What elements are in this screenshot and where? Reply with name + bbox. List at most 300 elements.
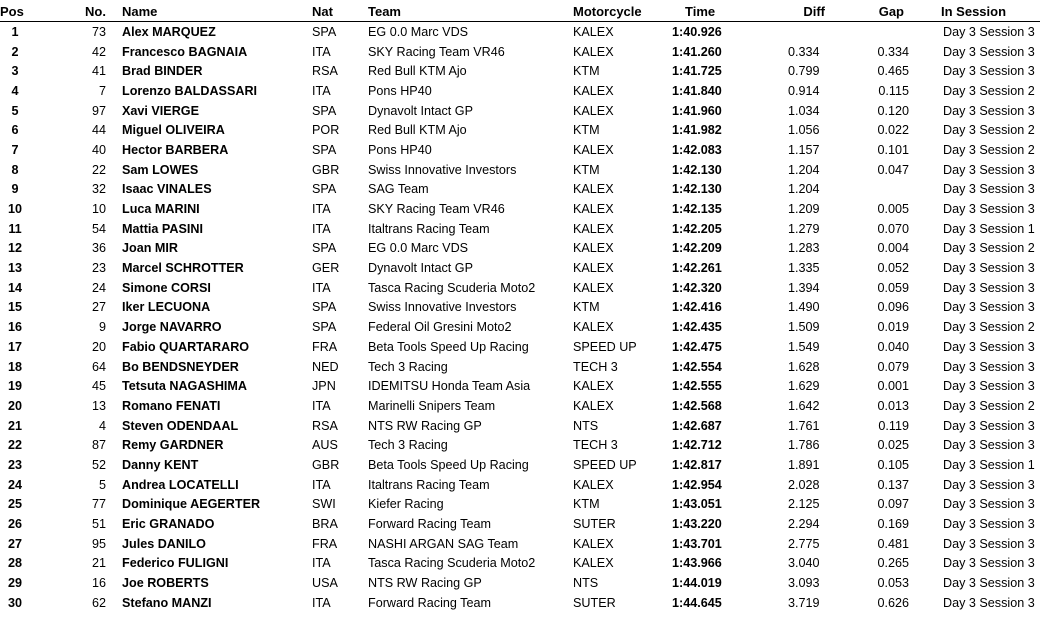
cell-time: 1:43.220 (672, 517, 722, 532)
cell-team: Dynavolt Intact GP (368, 103, 473, 118)
cell-diff: 3.719 (788, 595, 820, 610)
cell-number: 27 (91, 300, 106, 315)
cell-motorcycle: KALEX (573, 24, 614, 39)
cell-name: Jorge NAVARRO (122, 320, 222, 335)
table-row (0, 42, 1040, 62)
cell-team: NTS RW Racing GP (368, 576, 482, 591)
cell-pos: 22 (8, 438, 23, 453)
cell-motorcycle: KTM (573, 123, 600, 138)
table-row (0, 396, 1040, 416)
cell-diff: 1.034 (788, 103, 820, 118)
cell-diff: 1.209 (788, 202, 820, 217)
cell-nat: GBR (312, 457, 340, 472)
cell-session: Day 3 Session 1 (943, 457, 1035, 472)
cell-team: EG 0.0 Marc VDS (368, 241, 469, 256)
cell-nat: ITA (312, 556, 331, 571)
cell-diff: 2.028 (788, 477, 820, 492)
cell-name: Joan MIR (122, 241, 178, 256)
header-time: Time (672, 1, 788, 22)
cell-number: 7 (98, 83, 106, 98)
cell-motorcycle: KALEX (573, 556, 614, 571)
cell-diff: 0.334 (788, 44, 820, 59)
header-diff: Diff (788, 1, 853, 22)
cell-diff: 1.056 (788, 123, 820, 138)
cell-team: Beta Tools Speed Up Racing (368, 339, 529, 354)
results-body (0, 22, 1040, 613)
cell-name: Eric GRANADO (122, 517, 215, 532)
cell-number: 97 (91, 103, 106, 118)
cell-gap: 0.137 (877, 477, 909, 492)
cell-diff: 1.891 (788, 457, 820, 472)
cell-number: 23 (91, 261, 106, 276)
cell-motorcycle: KALEX (573, 44, 614, 59)
cell-nat: SPA (312, 182, 337, 197)
cell-session: Day 3 Session 1 (943, 221, 1035, 236)
cell-diff: 3.093 (788, 576, 820, 591)
cell-pos: 26 (8, 517, 23, 532)
cell-name: Jules DANILO (122, 536, 206, 551)
cell-diff: 1.629 (788, 379, 820, 394)
cell-team: Kiefer Racing (368, 497, 444, 512)
cell-name: Joe ROBERTS (122, 576, 209, 591)
cell-pos: 5 (11, 103, 19, 118)
table-row (0, 219, 1040, 239)
cell-time: 1:42.135 (672, 202, 722, 217)
cell-pos: 6 (11, 123, 19, 138)
header-motorcycle: Motorcycle (573, 1, 672, 22)
cell-number: 45 (91, 379, 106, 394)
cell-name: Miguel OLIVEIRA (122, 123, 225, 138)
cell-name: Iker LECUONA (122, 300, 211, 315)
cell-number: 62 (91, 595, 106, 610)
cell-session: Day 3 Session 3 (943, 517, 1035, 532)
cell-motorcycle: KALEX (573, 379, 614, 394)
cell-session: Day 3 Session 3 (943, 24, 1035, 39)
cell-number: 36 (91, 241, 106, 256)
cell-team: IDEMITSU Honda Team Asia (368, 379, 531, 394)
cell-session: Day 3 Session 3 (943, 64, 1035, 79)
cell-pos: 12 (8, 241, 23, 256)
cell-diff: 0.914 (788, 83, 820, 98)
cell-name: Simone CORSI (122, 280, 211, 295)
cell-number: 20 (91, 339, 106, 354)
cell-team: SKY Racing Team VR46 (368, 44, 505, 59)
cell-team: Pons HP40 (368, 142, 432, 157)
cell-time: 1:42.261 (672, 261, 722, 276)
cell-name: Alex MARQUEZ (122, 24, 216, 39)
cell-gap: 0.105 (877, 457, 909, 472)
cell-diff: 1.549 (788, 339, 820, 354)
cell-number: 44 (91, 123, 106, 138)
cell-name: Sam LOWES (122, 162, 199, 177)
cell-nat: SWI (312, 497, 336, 512)
cell-time: 1:42.083 (672, 142, 722, 157)
cell-number: 42 (91, 44, 106, 59)
cell-nat: NED (312, 359, 339, 374)
cell-diff: 2.125 (788, 497, 820, 512)
cell-team: NASHI ARGAN SAG Team (368, 536, 519, 551)
cell-number: 95 (91, 536, 106, 551)
cell-name: Steven ODENDAAL (122, 418, 239, 433)
cell-pos: 28 (8, 556, 23, 571)
cell-gap: 0.119 (878, 418, 909, 433)
cell-number: 64 (91, 359, 106, 374)
cell-nat: GBR (312, 162, 340, 177)
cell-number: 52 (91, 457, 106, 472)
cell-gap: 0.070 (877, 221, 909, 236)
cell-diff: 1.642 (788, 398, 820, 413)
cell-nat: ITA (312, 44, 331, 59)
table-row (0, 61, 1040, 81)
table-row (0, 357, 1040, 377)
cell-number: 40 (91, 142, 106, 157)
cell-gap: 0.115 (878, 83, 909, 98)
table-row (0, 376, 1040, 396)
cell-nat: AUS (312, 438, 338, 453)
cell-pos: 4 (11, 83, 19, 98)
cell-session: Day 3 Session 3 (943, 576, 1035, 591)
cell-pos: 25 (8, 497, 23, 512)
header-team: Team (368, 1, 573, 22)
cell-nat: ITA (312, 280, 331, 295)
cell-diff (788, 22, 853, 42)
results-table (0, 1, 1040, 613)
header-row (0, 1, 1040, 22)
table-row (0, 22, 1040, 42)
cell-diff: 2.294 (788, 517, 820, 532)
cell-time: 1:43.051 (672, 497, 722, 512)
cell-motorcycle: KALEX (573, 261, 614, 276)
cell-session: Day 3 Session 3 (943, 339, 1035, 354)
cell-nat: SPA (312, 300, 337, 315)
cell-team: Italtrans Racing Team (368, 477, 490, 492)
table-row (0, 81, 1040, 101)
cell-number: 41 (91, 64, 106, 79)
cell-name: Bo BENDSNEYDER (122, 359, 239, 374)
cell-motorcycle: NTS (573, 418, 599, 433)
cell-gap: 0.052 (877, 261, 909, 276)
cell-diff: 3.040 (788, 556, 820, 571)
cell-time: 1:42.712 (672, 438, 722, 453)
cell-session: Day 3 Session 3 (943, 418, 1035, 433)
cell-session: Day 3 Session 2 (943, 241, 1035, 256)
cell-gap: 0.040 (877, 339, 909, 354)
cell-name: Luca MARINI (122, 202, 200, 217)
cell-session: Day 3 Session 3 (943, 536, 1035, 551)
cell-diff: 1.394 (788, 280, 820, 295)
cell-nat: SPA (312, 241, 337, 256)
cell-team: SAG Team (368, 182, 429, 197)
table-row (0, 199, 1040, 219)
cell-number: 4 (98, 418, 106, 433)
cell-team: Federal Oil Gresini Moto2 (368, 320, 512, 335)
cell-motorcycle: KALEX (573, 280, 614, 295)
table-row (0, 593, 1040, 613)
cell-name: Romano FENATI (122, 398, 221, 413)
cell-team: Pons HP40 (368, 83, 432, 98)
table-row (0, 258, 1040, 278)
cell-gap: 0.053 (877, 576, 909, 591)
cell-time: 1:44.645 (672, 595, 722, 610)
cell-name: Xavi VIERGE (122, 103, 199, 118)
cell-pos: 29 (8, 576, 23, 591)
cell-name: Federico FULIGNI (122, 556, 229, 571)
table-row (0, 160, 1040, 180)
cell-number: 9 (98, 320, 106, 335)
table-row (0, 514, 1040, 534)
cell-gap: 0.097 (877, 497, 909, 512)
cell-time: 1:41.982 (672, 123, 722, 138)
cell-pos: 9 (11, 182, 19, 197)
cell-nat: JPN (312, 379, 336, 394)
cell-gap: 0.169 (877, 517, 909, 532)
cell-diff: 1.509 (788, 320, 820, 335)
cell-session: Day 3 Session 3 (943, 44, 1035, 59)
cell-pos: 20 (8, 398, 23, 413)
cell-pos: 15 (8, 300, 23, 315)
cell-nat: SPA (312, 320, 337, 335)
cell-session: Day 3 Session 3 (943, 300, 1035, 315)
header-gap: Gap (853, 1, 939, 22)
cell-nat: POR (312, 123, 340, 138)
cell-gap: 0.025 (877, 438, 909, 453)
cell-number: 24 (91, 280, 106, 295)
header-number: No. (22, 1, 122, 22)
cell-pos: 11 (8, 221, 22, 236)
cell-motorcycle: SUTER (573, 595, 616, 610)
cell-team: Swiss Innovative Investors (368, 300, 517, 315)
cell-number: 16 (91, 576, 106, 591)
cell-session: Day 3 Session 2 (943, 123, 1035, 138)
cell-session: Day 3 Session 3 (943, 202, 1035, 217)
cell-time: 1:43.701 (672, 536, 722, 551)
cell-time: 1:42.205 (672, 221, 722, 236)
cell-session: Day 3 Session 3 (943, 477, 1035, 492)
cell-name: Lorenzo BALDASSARI (122, 83, 258, 98)
cell-time: 1:41.960 (672, 103, 722, 118)
cell-session: Day 3 Session 3 (943, 103, 1035, 118)
cell-time: 1:42.568 (672, 398, 722, 413)
table-row (0, 140, 1040, 160)
table-row (0, 573, 1040, 593)
cell-gap: 0.096 (877, 300, 909, 315)
cell-nat: FRA (312, 339, 338, 354)
cell-motorcycle: KALEX (573, 142, 614, 157)
cell-time: 1:42.416 (672, 300, 722, 315)
cell-nat: SPA (312, 103, 337, 118)
cell-team: Dynavolt Intact GP (368, 261, 473, 276)
cell-session: Day 3 Session 3 (943, 261, 1035, 276)
cell-motorcycle: KTM (573, 64, 600, 79)
cell-time: 1:42.555 (672, 379, 722, 394)
cell-number: 87 (91, 438, 106, 453)
cell-team: Red Bull KTM Ajo (368, 64, 467, 79)
cell-name: Francesco BAGNAIA (122, 44, 248, 59)
cell-team: Beta Tools Speed Up Racing (368, 457, 529, 472)
cell-motorcycle: KALEX (573, 398, 614, 413)
cell-name: Mattia PASINI (122, 221, 203, 236)
cell-pos: 3 (11, 64, 19, 79)
cell-motorcycle: KALEX (573, 202, 614, 217)
cell-number: 77 (91, 497, 106, 512)
cell-time: 1:41.840 (672, 83, 722, 98)
cell-motorcycle: SUTER (573, 517, 616, 532)
cell-number: 22 (91, 162, 106, 177)
header-name: Name (122, 1, 312, 22)
cell-pos: 16 (8, 320, 23, 335)
cell-gap (853, 180, 939, 200)
cell-number: 54 (91, 221, 106, 236)
cell-gap: 0.465 (877, 64, 909, 79)
cell-name: Danny KENT (122, 457, 199, 472)
cell-time: 1:42.687 (672, 418, 722, 433)
cell-gap: 0.059 (877, 280, 909, 295)
cell-team: SKY Racing Team VR46 (368, 202, 505, 217)
cell-nat: ITA (312, 83, 331, 98)
cell-motorcycle: TECH 3 (573, 359, 618, 374)
cell-pos: 10 (8, 202, 23, 217)
cell-pos: 21 (8, 418, 23, 433)
cell-nat: ITA (312, 221, 331, 236)
table-row (0, 534, 1040, 554)
cell-nat: ITA (312, 477, 331, 492)
table-row (0, 120, 1040, 140)
cell-gap: 0.001 (877, 379, 909, 394)
table-row (0, 317, 1040, 337)
header-pos: Pos (0, 1, 22, 22)
cell-motorcycle: TECH 3 (573, 438, 618, 453)
cell-session: Day 3 Session 3 (943, 379, 1035, 394)
cell-gap: 0.120 (877, 103, 909, 118)
cell-session: Day 3 Session 2 (943, 83, 1035, 98)
cell-motorcycle: SPEED UP (573, 457, 637, 472)
cell-pos: 8 (11, 162, 19, 177)
cell-pos: 7 (11, 142, 19, 157)
cell-time: 1:40.926 (672, 24, 722, 39)
cell-time: 1:42.130 (672, 182, 722, 197)
cell-time: 1:44.019 (672, 576, 722, 591)
cell-diff: 1.283 (788, 241, 820, 256)
cell-number: 73 (91, 24, 106, 39)
cell-pos: 17 (8, 339, 23, 354)
cell-nat: RSA (312, 418, 338, 433)
cell-nat: ITA (312, 595, 331, 610)
cell-diff: 1.786 (788, 438, 820, 453)
cell-time: 1:42.475 (672, 339, 722, 354)
cell-team: Forward Racing Team (368, 517, 491, 532)
cell-pos: 24 (8, 477, 23, 492)
cell-time: 1:42.817 (672, 457, 722, 472)
cell-gap: 0.626 (877, 595, 909, 610)
cell-team: Red Bull KTM Ajo (368, 123, 467, 138)
table-row (0, 416, 1040, 436)
cell-team: EG 0.0 Marc VDS (368, 24, 469, 39)
cell-diff: 0.799 (788, 64, 820, 79)
cell-name: Isaac VINALES (122, 182, 212, 197)
cell-nat: SPA (312, 24, 337, 39)
table-row (0, 298, 1040, 318)
cell-nat: GER (312, 261, 340, 276)
cell-motorcycle: KALEX (573, 320, 614, 335)
cell-diff: 1.279 (788, 221, 820, 236)
cell-motorcycle: KALEX (573, 241, 614, 256)
cell-gap: 0.004 (877, 241, 909, 256)
cell-nat: ITA (312, 202, 331, 217)
cell-session: Day 3 Session 3 (943, 182, 1035, 197)
cell-gap: 0.079 (877, 359, 909, 374)
cell-motorcycle: KALEX (573, 536, 614, 551)
cell-diff: 1.628 (788, 359, 820, 374)
cell-diff: 1.157 (788, 142, 820, 157)
cell-motorcycle: KALEX (573, 477, 614, 492)
cell-gap (853, 22, 939, 42)
cell-time: 1:42.209 (672, 241, 722, 256)
cell-diff: 1.204 (788, 182, 820, 197)
cell-time: 1:42.435 (672, 320, 722, 335)
table-row (0, 278, 1040, 298)
cell-gap: 0.265 (877, 556, 909, 571)
cell-time: 1:42.130 (672, 162, 722, 177)
cell-session: Day 3 Session 2 (943, 320, 1035, 335)
cell-motorcycle: KALEX (573, 221, 614, 236)
cell-session: Day 3 Session 3 (943, 359, 1035, 374)
cell-pos: 30 (8, 595, 23, 610)
cell-motorcycle: NTS (573, 576, 599, 591)
cell-pos: 2 (11, 44, 19, 59)
cell-pos: 27 (8, 536, 23, 551)
cell-session: Day 3 Session 3 (943, 556, 1035, 571)
cell-session: Day 3 Session 2 (943, 142, 1035, 157)
cell-time: 1:42.954 (672, 477, 722, 492)
cell-number: 13 (91, 398, 106, 413)
cell-team: Tech 3 Racing (368, 359, 448, 374)
table-row (0, 180, 1040, 200)
cell-name: Remy GARDNER (122, 438, 224, 453)
header-nat: Nat (312, 1, 368, 22)
cell-gap: 0.481 (877, 536, 909, 551)
cell-team: NTS RW Racing GP (368, 418, 482, 433)
cell-team: Tasca Racing Scuderia Moto2 (368, 280, 536, 295)
cell-session: Day 3 Session 2 (943, 398, 1035, 413)
cell-team: Marinelli Snipers Team (368, 398, 496, 413)
cell-session: Day 3 Session 3 (943, 595, 1035, 610)
cell-time: 1:41.725 (672, 64, 722, 79)
cell-time: 1:41.260 (672, 44, 722, 59)
cell-diff: 1.490 (788, 300, 820, 315)
cell-session: Day 3 Session 3 (943, 438, 1035, 453)
cell-pos: 18 (8, 359, 23, 374)
cell-name: Brad BINDER (122, 64, 203, 79)
cell-session: Day 3 Session 3 (943, 497, 1035, 512)
cell-nat: ITA (312, 398, 331, 413)
table-row (0, 475, 1040, 495)
cell-motorcycle: SPEED UP (573, 339, 637, 354)
table-row (0, 495, 1040, 515)
cell-motorcycle: KTM (573, 162, 600, 177)
table-row (0, 101, 1040, 121)
cell-diff: 1.204 (788, 162, 820, 177)
cell-nat: USA (312, 576, 338, 591)
cell-gap: 0.047 (877, 162, 909, 177)
cell-pos: 19 (8, 379, 23, 394)
header-session: In Session (939, 1, 1040, 22)
cell-pos: 1 (11, 24, 19, 39)
cell-session: Day 3 Session 3 (943, 280, 1035, 295)
cell-diff: 2.775 (788, 536, 820, 551)
cell-number: 10 (91, 202, 106, 217)
cell-name: Marcel SCHROTTER (122, 261, 244, 276)
table-row (0, 554, 1040, 574)
